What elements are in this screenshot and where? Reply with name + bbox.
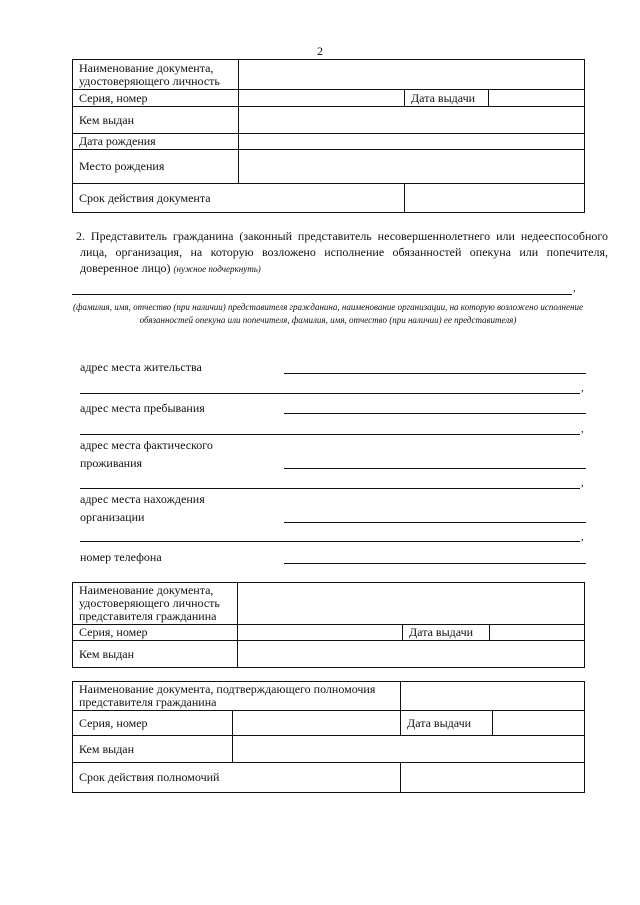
authority-document-table: [72, 681, 585, 793]
section-2-body: 2. Представитель гражданина (законный представитель несовершеннолетнего или недееспособного лица, организация, на которую возложено исполнение обязанностей опекуна или попечителя, доверенное лицо): [76, 229, 608, 275]
issue-date-value[interactable]: [489, 90, 585, 107]
auth-issue-date-label: Дата выдачи: [401, 711, 493, 736]
phone-label: номер телефона: [80, 550, 162, 564]
auth-series-number-label: Серия, номер: [73, 711, 233, 736]
org-address-line-2[interactable]: [80, 541, 580, 542]
phone-line[interactable]: [284, 563, 586, 564]
auth-validity-label: Срок действия полномочий: [73, 763, 401, 793]
rep-issue-date-value[interactable]: [490, 625, 585, 641]
stay-label: адрес места пребывания: [80, 401, 205, 415]
page-number: 2: [317, 44, 323, 58]
representative-identity-table: [72, 582, 585, 668]
rep-issued-by-label: Кем выдан: [73, 641, 238, 668]
doc-name-label: Наименование документа, удостоверяющего личность: [73, 60, 239, 90]
auth-issued-by-value[interactable]: [233, 736, 585, 763]
actual-residence-line[interactable]: [284, 468, 586, 469]
comma: ,: [581, 531, 584, 543]
birth-place-value[interactable]: [239, 150, 585, 184]
rep-issue-date-label: Дата выдачи: [403, 625, 490, 641]
representative-caption: (фамилия, имя, отчество (при наличии) представителя гражданина, наименование организации, на которую возложено исполнение обязанностей опекуна или попечителя, фамилия, имя, отчество (при наличии) ее представителя): [73, 302, 583, 325]
residence-label: адрес места жительства: [80, 360, 202, 374]
birth-date-value[interactable]: [239, 134, 585, 150]
org-address-label-1: адрес места нахождения: [80, 492, 205, 506]
identity-document-table: [72, 59, 585, 213]
birth-place-label: Место рождения: [73, 150, 239, 184]
comma: ,: [573, 282, 576, 294]
stay-line-2[interactable]: [80, 434, 580, 435]
representative-name-line[interactable]: [72, 294, 572, 295]
residence-line[interactable]: [284, 373, 586, 374]
series-number-value[interactable]: [239, 90, 405, 107]
comma: ,: [581, 477, 584, 489]
rep-issued-by-value[interactable]: [238, 641, 585, 668]
org-address-line[interactable]: [284, 522, 586, 523]
rep-series-number-value[interactable]: [238, 625, 403, 641]
birth-date-label: Дата рождения: [73, 134, 239, 150]
section-2-text: [76, 228, 608, 277]
stay-line[interactable]: [284, 413, 586, 414]
auth-validity-value[interactable]: [401, 763, 585, 793]
validity-value[interactable]: [405, 184, 585, 213]
comma: ,: [581, 382, 584, 394]
underline-note: (нужное подчеркнуть): [173, 264, 261, 274]
issued-by-value[interactable]: [239, 107, 585, 134]
org-address-label-2: организации: [80, 510, 145, 524]
rep-doc-name-label: Наименование документа, удостоверяющего личность представителя гражданина: [73, 583, 238, 625]
residence-line-2[interactable]: [80, 393, 580, 394]
rep-doc-name-value[interactable]: [238, 583, 585, 625]
actual-residence-line-2[interactable]: [80, 488, 580, 489]
rep-series-number-label: Серия, номер: [73, 625, 238, 641]
comma: ,: [581, 423, 584, 435]
auth-issue-date-value[interactable]: [493, 711, 585, 736]
issued-by-label: Кем выдан: [73, 107, 239, 134]
issue-date-label: Дата выдачи: [405, 90, 489, 107]
auth-doc-name-value[interactable]: [401, 682, 585, 711]
series-number-label: Серия, номер: [73, 90, 239, 107]
auth-doc-name-label: Наименование документа, подтверждающего полномочия представителя гражданина: [73, 682, 401, 711]
actual-residence-label-1: адрес места фактического: [80, 438, 213, 452]
doc-name-value[interactable]: [239, 60, 585, 90]
auth-series-number-value[interactable]: [233, 711, 401, 736]
auth-issued-by-label: Кем выдан: [73, 736, 233, 763]
actual-residence-label-2: проживания: [80, 456, 143, 470]
validity-label: Срок действия документа: [73, 184, 405, 213]
